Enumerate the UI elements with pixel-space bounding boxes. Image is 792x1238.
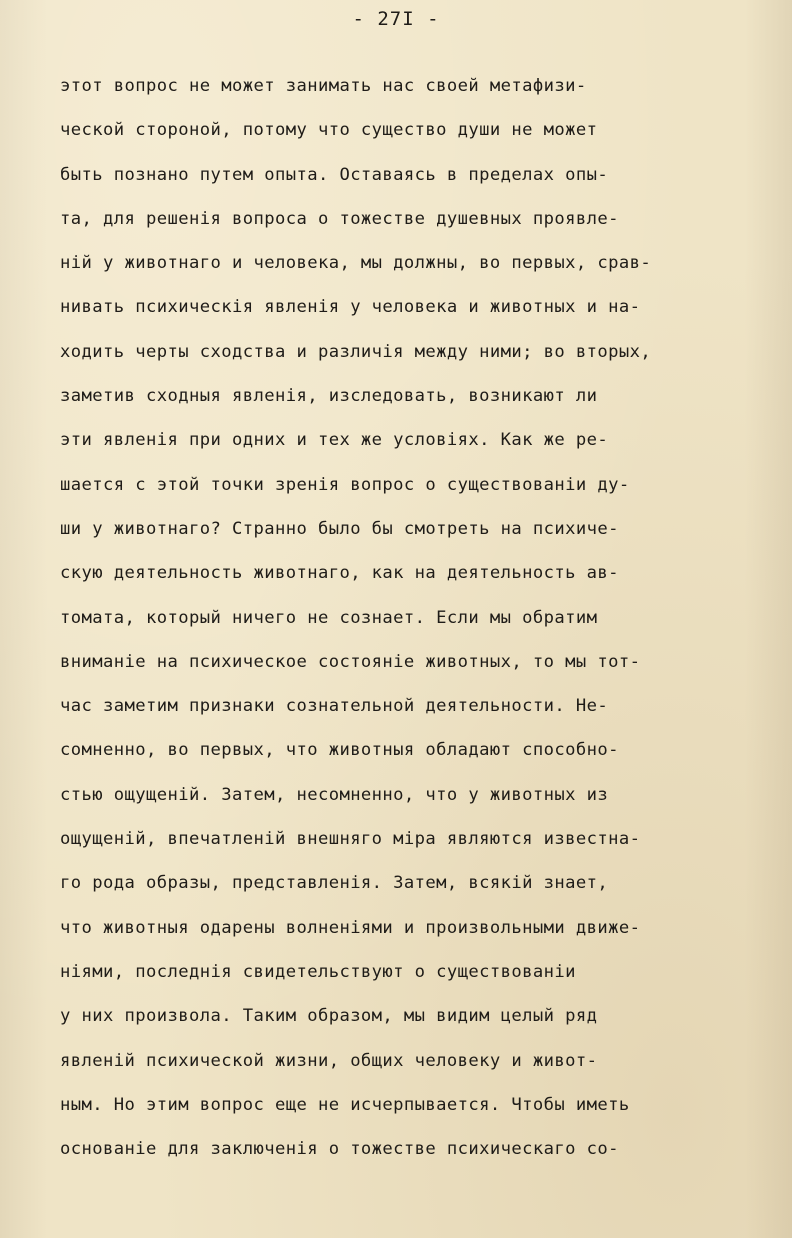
text-line: заметив сходныя явленія, изследовать, возникают ли	[60, 386, 598, 407]
text-line: явленій психической жизни, общих человеку и живот-	[60, 1050, 598, 1071]
text-line: шается с этой точки зренія вопрос о существованіи ду-	[60, 474, 630, 495]
text-line: быть познано путем опыта. Оставаясь в пределах опы-	[60, 164, 609, 185]
text-line: ши у животнаго? Странно было бы смотреть на психиче-	[60, 518, 619, 539]
text-line: что животныя одарены волненіями и произвольными движе-	[60, 917, 641, 938]
body-text	[60, 74, 772, 1181]
text-line: стью ощущеній. Затем, несомненно, что у животных из	[60, 784, 609, 805]
text-line: томата, который ничего не сознает. Если мы обратим	[60, 607, 598, 628]
text-line: ній у животнаго и человека, мы должны, во первых, срав-	[60, 253, 652, 274]
text-line: час заметим признаки сознательной деятельности. Не-	[60, 696, 609, 717]
text-line: этот вопрос не может занимать нас своей метафизи-	[60, 76, 587, 96]
text-line: эти явленія при одних и тех же условіях. Как же ре-	[60, 430, 609, 451]
text-line: сомненно, во первых, что животныя обладают способно-	[60, 740, 619, 761]
text-line: ным. Но этим вопрос еще не исчерпывается. Чтобы иметь	[60, 1094, 630, 1115]
text-line: ніями, последнія свидетельствуют о существованіи	[60, 961, 576, 982]
text-line: та, для решенія вопроса о тожестве душевных проявле-	[60, 208, 619, 229]
text-line: ходить черты сходства и различія между ними; во вторых,	[60, 341, 652, 362]
text-line: основаніе для заключенія о тожестве психическаго со-	[60, 1139, 619, 1160]
text-line: вниманіе на психическое состояніе животных, то мы тот-	[60, 651, 641, 672]
page-number: - 27I -	[352, 8, 440, 30]
text-line: ческой стороной, потому что существо души не может	[60, 120, 598, 141]
text-line: го рода образы, представленія. Затем, всякій знает,	[60, 873, 609, 894]
text-line: скую деятельность животнаго, как на деятельность ав-	[60, 563, 619, 584]
text-line: у них произвола. Таким образом, мы видим целый ряд	[60, 1006, 598, 1027]
text-line: ощущеній, впечатленій внешняго міра являются известна-	[60, 829, 641, 850]
text-line: нивать психическія явленія у человека и животных и на-	[60, 297, 641, 318]
